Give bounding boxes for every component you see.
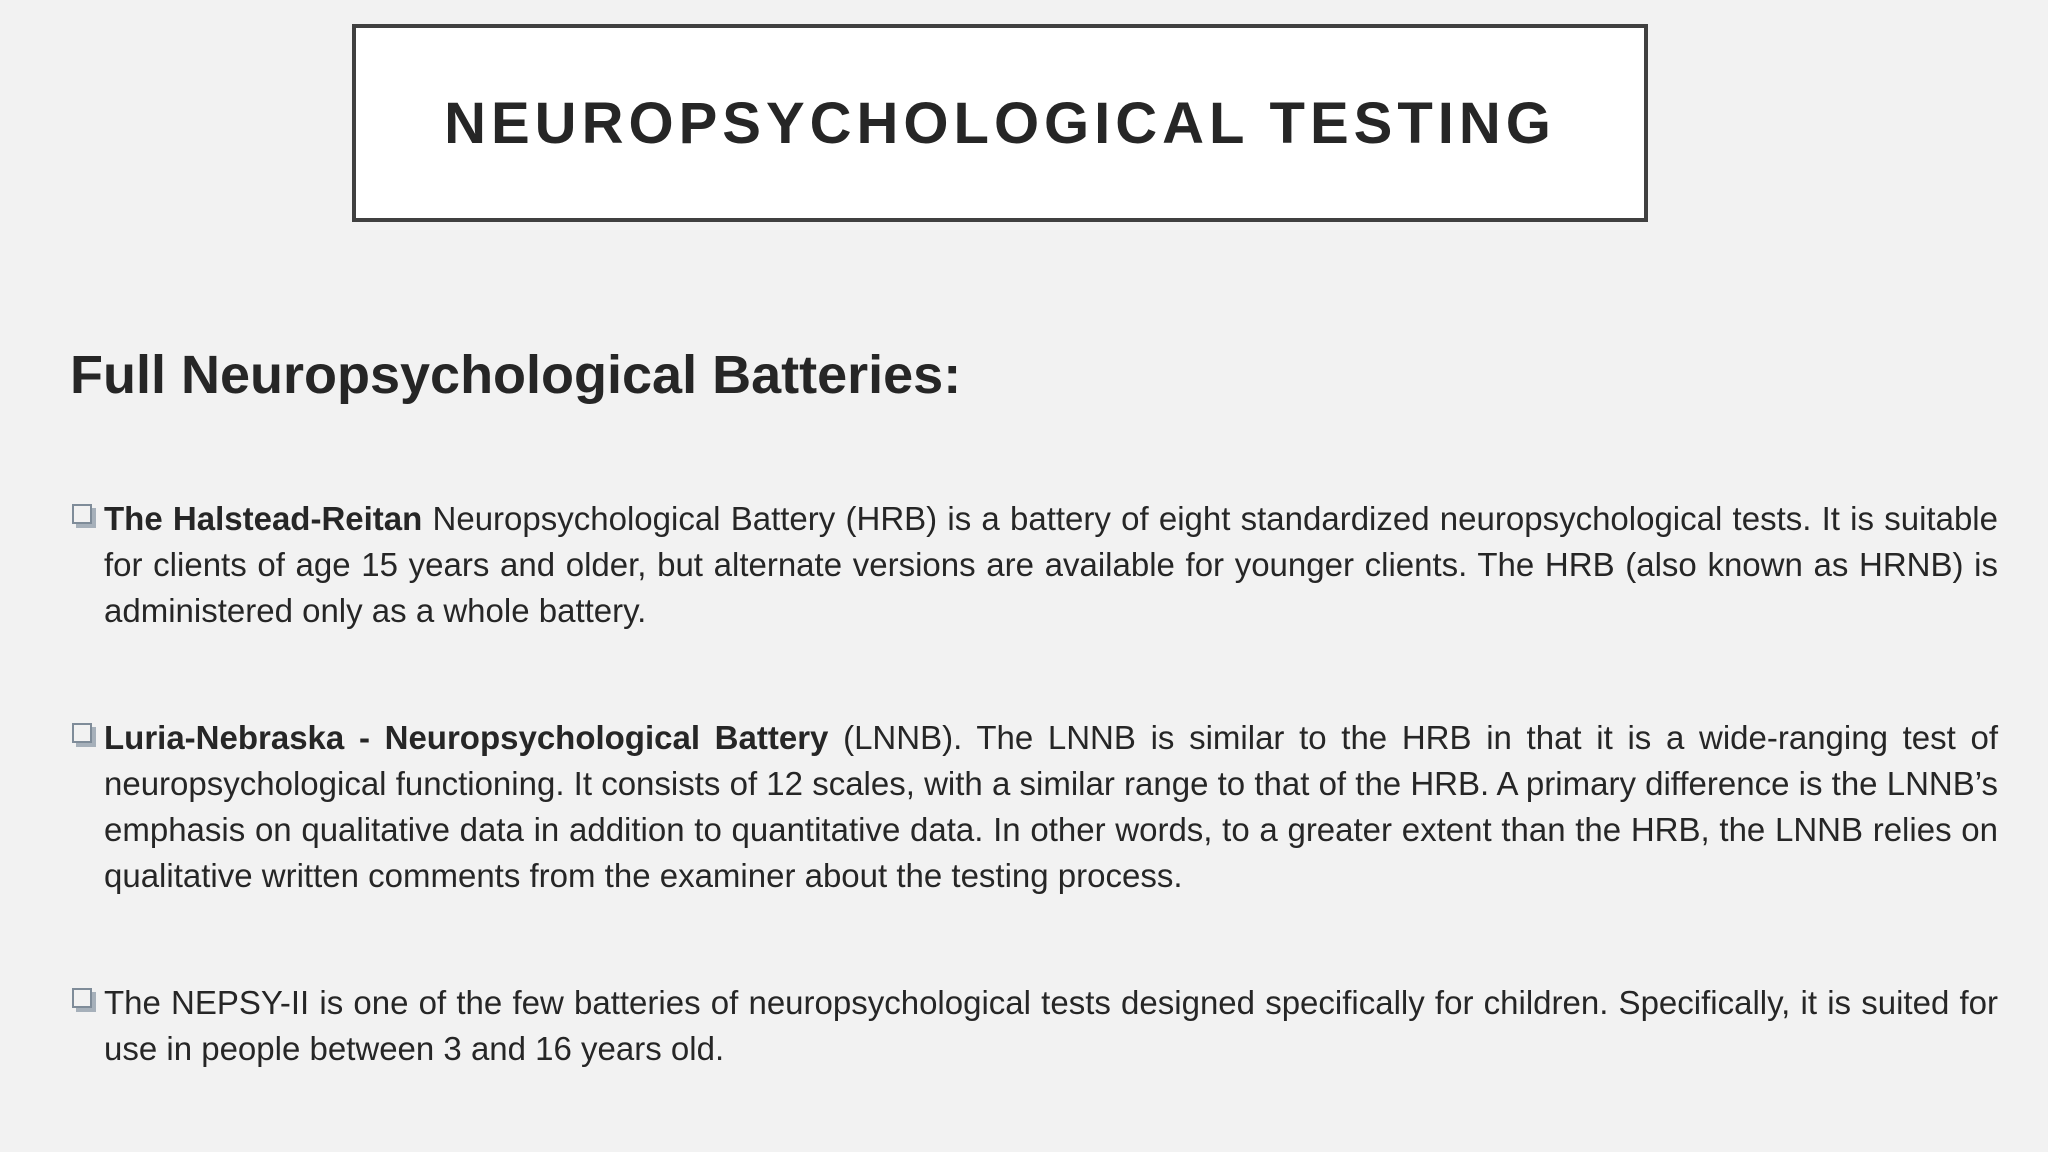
slide-subtitle: Full Neuropsychological Batteries: xyxy=(70,345,962,405)
bullet-item-hrb xyxy=(70,496,1998,634)
bullet-bold-text: Luria-Nebraska - Neuropsychological Battery xyxy=(104,719,829,756)
bullet-text: The NEPSY-II is one of the few batteries of neuropsychological tests designed specifically for children. Specifically, it is suited for use in people between 3 and 16 years old. xyxy=(104,984,1998,1067)
bullet-item-nepsy xyxy=(70,980,1998,1072)
title-box xyxy=(352,24,1648,222)
bullet-text: Neuropsychological Battery (HRB) is a battery of eight standardized neuropsychological tests. It is suitable for clients of age 15 years and older, but alternate versions are available for younger clients. The HRB (also known as HRNB) is administered only as a whole battery. xyxy=(104,500,1998,629)
checkbox-square-icon xyxy=(72,504,92,524)
checkbox-square-icon xyxy=(72,988,92,1008)
bullet-bold-text: The Halstead-Reitan xyxy=(104,500,423,537)
slide-title: NEUROPSYCHOLOGICAL TESTING xyxy=(444,90,1556,156)
checkbox-square-icon xyxy=(72,723,92,743)
bullet-text: (LNNB). The LNNB is similar to the HRB in that it is a wide-ranging test of neuropsychological functioning. It consists of 12 scales, with a similar range to that of the HRB. A primary difference is the LNNB’s emphasis on qualitative data in addition to quantitative data. In other words, to a greater extent than the HRB, the LNNB relies on qualitative written comments from the examiner about the testing process. xyxy=(104,719,1998,894)
bullet-item-lnnb xyxy=(70,715,1998,899)
